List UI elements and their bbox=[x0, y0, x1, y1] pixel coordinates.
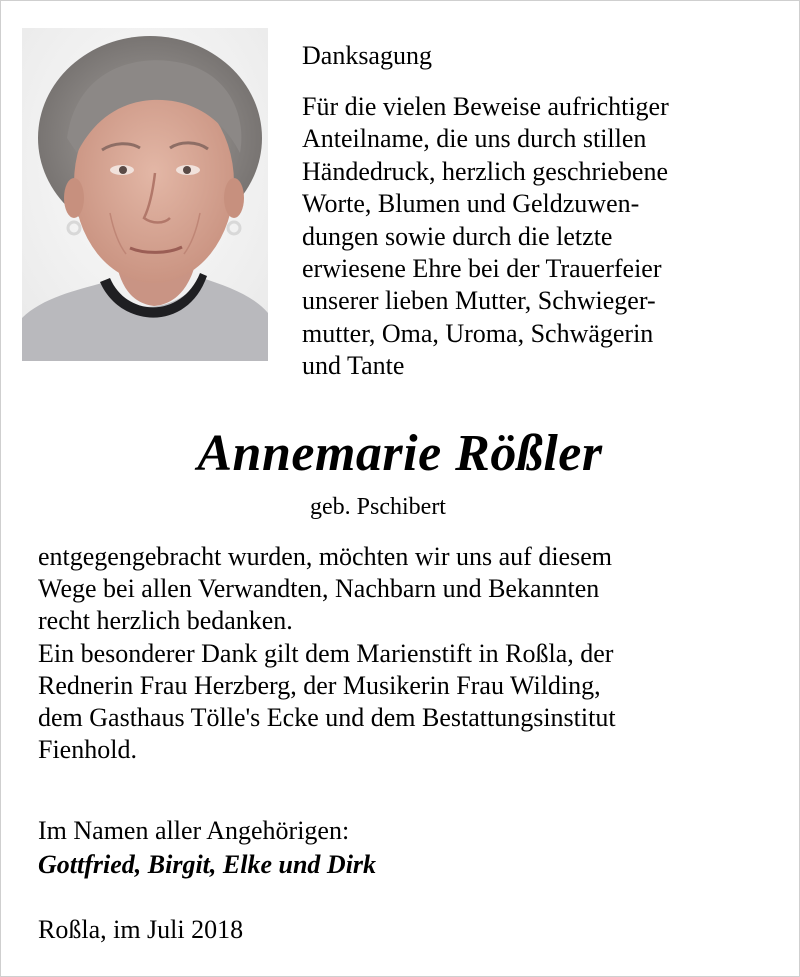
intro-line: dungen sowie durch die letzte bbox=[302, 221, 613, 251]
body-block bbox=[38, 541, 778, 766]
intro-line: erwiesene Ehre bei der Trauerfeier bbox=[302, 254, 662, 284]
body-line: Rednerin Frau Herzberg, der Musikerin Frau Wilding, bbox=[38, 670, 601, 700]
intro-line: mutter, Oma, Uroma, Schwägerin bbox=[302, 318, 654, 348]
heading: Danksagung bbox=[302, 41, 432, 70]
intro-line: Anteilname, die uns durch stillen bbox=[302, 124, 647, 154]
intro-line: Für die vielen Beweise aufrichtiger bbox=[302, 92, 669, 121]
body-line: Wege bei allen Verwandten, Nachbarn und Bekannten bbox=[38, 574, 600, 604]
body-line: Fienhold. bbox=[38, 735, 137, 765]
maiden-name: geb. Pschibert bbox=[310, 494, 446, 520]
signoff-names: Gottfried, Birgit, Elke und Dirk bbox=[38, 850, 377, 879]
intro-line: und Tante bbox=[302, 351, 405, 381]
deceased-name: Annemarie Rößler bbox=[197, 425, 603, 482]
body-line: dem Gasthaus Tölle's Ecke und dem Bestattungsinstitut bbox=[38, 703, 616, 733]
intro-line: Worte, Blumen und Geldzuwen- bbox=[302, 189, 640, 219]
place-date: Roßla, im Juli 2018 bbox=[38, 915, 244, 944]
intro-block bbox=[302, 40, 772, 383]
intro-line: Händedruck, herzlich geschriebene bbox=[302, 156, 668, 186]
signoff-intro: Im Namen aller Angehörigen: bbox=[38, 816, 350, 845]
signoff-block bbox=[38, 815, 778, 883]
body-line: recht herzlich bedanken. bbox=[38, 606, 293, 636]
body-line: entgegengebracht wurden, möchten wir uns auf diesem bbox=[38, 542, 612, 571]
portrait-photo-icon bbox=[22, 28, 268, 361]
intro-line: unserer lieben Mutter, Schwieger- bbox=[302, 286, 656, 316]
portrait-photo bbox=[22, 28, 268, 361]
body-line: Ein besonderer Dank gilt dem Marienstift in Roßla, der bbox=[38, 638, 614, 668]
